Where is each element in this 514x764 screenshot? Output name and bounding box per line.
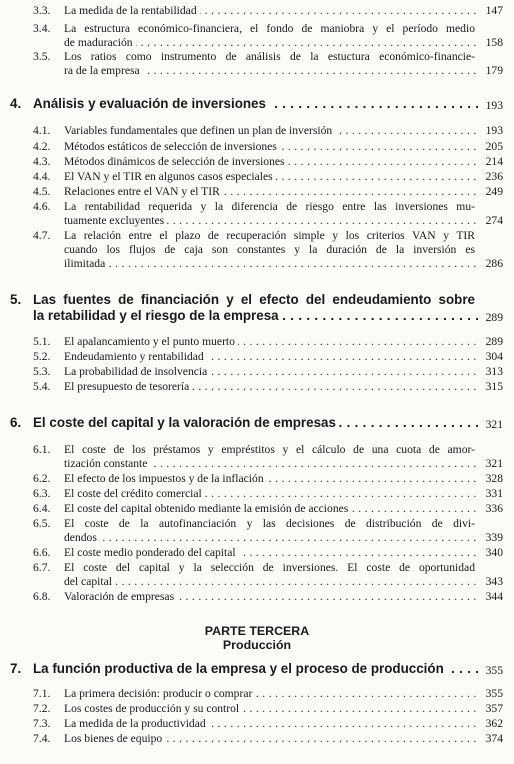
entry-page-number: 315 <box>485 380 503 393</box>
entry-title: Los ratios como instrumento de análisis de la estuctura económico-financie- ra de la empresa . . . <box>64 50 478 78</box>
entry-page-number: 331 <box>485 487 503 500</box>
entry-number: 6.7. <box>33 561 51 574</box>
entry-title: La rentabilidad requerida y la diferencia de riesgo entre las inversiones mu- tuamente excluyentes . . . <box>64 200 478 228</box>
entry-title: El coste de la autofinanciación y las decisiones de distribución de divi- dendos . . . <box>64 517 478 545</box>
entry-page-number: 313 <box>485 365 503 378</box>
entry-number: 4.4. <box>33 170 51 183</box>
entry-number: 6. <box>10 415 22 430</box>
entry-number: 7.1. <box>33 687 51 700</box>
entry-title: La probabilidad de insolvencia . . . <box>64 365 478 379</box>
entry-page-number: 343 <box>485 575 503 588</box>
entry-number: 6.4. <box>33 502 51 515</box>
entry-number: 5.4. <box>33 380 51 393</box>
entry-page-number: 179 <box>485 64 503 77</box>
entry-title: El coste de los préstamos y empréstitos y el cálculo de una cuota de amor- tización constante . . . <box>64 443 478 471</box>
entry-title: Métodos estáticos de selección de inversiones . . . <box>64 140 478 154</box>
part-subtitle: Producción <box>222 638 292 652</box>
entry-page-number: 214 <box>485 155 503 168</box>
entry-page-number: 362 <box>485 717 503 730</box>
entry-number: 4.7. <box>33 229 51 242</box>
entry-page-number: 355 <box>485 687 503 700</box>
entry-number: 4.1. <box>33 124 51 137</box>
entry-page-number: 328 <box>485 472 503 485</box>
entry-number: 6.1. <box>33 443 51 456</box>
entry-title: El coste del crédito comercial . . . <box>64 487 478 501</box>
entry-title: Los costes de producción y su control . . . <box>64 702 478 716</box>
entry-number: 4. <box>10 96 22 111</box>
part-title: PARTE TERCERA <box>204 624 310 638</box>
entry-page-number: 205 <box>485 140 503 153</box>
entry-number: 7.3. <box>33 717 51 730</box>
entry-title: El VAN y el TIR en algunos casos especiales . . . <box>64 170 478 184</box>
entry-number: 4.5. <box>33 185 51 198</box>
entry-page-number: 249 <box>485 185 503 198</box>
entry-page-number: 357 <box>485 702 503 715</box>
entry-title: Valoración de empresas . . . <box>64 590 478 604</box>
entry-number: 3.3. <box>33 4 51 17</box>
entry-number: 3.4. <box>33 22 51 35</box>
entry-title: El efecto de los impuestos y de la inflación . . . <box>64 472 478 486</box>
entry-page-number: 289 <box>485 311 503 324</box>
entry-page-number: 286 <box>485 257 503 270</box>
entry-title: La medida de la productividad . . . <box>64 717 478 731</box>
entry-number: 7. <box>10 661 22 676</box>
entry-title: La medida de la rentabilidad . . . <box>64 4 478 18</box>
entry-number: 6.3. <box>33 487 51 500</box>
entry-page-number: 236 <box>485 170 503 183</box>
entry-page-number: 147 <box>485 4 503 17</box>
entry-title: Relaciones entre el VAN y el TIR . . . <box>64 185 478 199</box>
entry-page-number: 158 <box>485 36 503 49</box>
entry-page-number: 304 <box>485 350 503 363</box>
entry-number: 4.3. <box>33 155 51 168</box>
entry-number: 5. <box>10 292 22 307</box>
entry-number: 6.8. <box>33 590 51 603</box>
entry-number: 3.5. <box>33 50 51 63</box>
entry-page-number: 355 <box>485 664 503 677</box>
entry-title: El presupuesto de tesorería . . . <box>64 380 478 394</box>
entry-page-number: 344 <box>485 590 503 603</box>
entry-page-number: 339 <box>485 531 503 544</box>
entry-page-number: 374 <box>485 732 503 745</box>
entry-title: Endeudamiento y rentabilidad . . . <box>64 350 478 364</box>
entry-page-number: 193 <box>485 124 503 137</box>
entry-title: La relación entre el plazo de recuperación simple y los criterios VAN y TIR cuando los flujos de caja son constantes y la duración de la inversión es ilimitada . . . <box>64 229 478 271</box>
entry-number: 5.2. <box>33 350 51 363</box>
entry-title: La función productiva de la empresa y el proceso de producción . . . <box>33 661 478 677</box>
entry-number: 7.2. <box>33 702 51 715</box>
entry-number: 4.2. <box>33 140 51 153</box>
entry-page-number: 274 <box>485 214 503 227</box>
entry-title: El apalancamiento y el punto muerto . . . <box>64 335 478 349</box>
entry-page-number: 193 <box>485 99 503 112</box>
entry-title: Variables fundamentales que definen un plan de inversión . . . <box>64 124 478 138</box>
entry-number: 6.6. <box>33 546 51 559</box>
entry-title: Métodos dinámicos de selección de inversiones . . . <box>64 155 478 169</box>
entry-title: Análisis y evaluación de inversiones . . . <box>33 96 478 112</box>
entry-title: La primera decisión: producir o comprar . . . <box>64 687 478 701</box>
entry-number: 5.3. <box>33 365 51 378</box>
entry-number: 5.1. <box>33 335 51 348</box>
entry-page-number: 336 <box>485 502 503 515</box>
entry-number: 7.4. <box>33 732 51 745</box>
entry-title: Los bienes de equipo . . . <box>64 732 478 746</box>
entry-number: 4.6. <box>33 200 51 213</box>
entry-page-number: 340 <box>485 546 503 559</box>
entry-page-number: 321 <box>485 418 503 431</box>
entry-title: La estructura económico-financiera, el fondo de maniobra y el período medio de maduración . . . <box>64 22 478 50</box>
entry-title: El coste del capital y la selección de inversiones. El coste de oportunidad del capital . . . <box>64 561 478 589</box>
part-heading <box>0 624 514 652</box>
entry-number: 6.2. <box>33 472 51 485</box>
entry-page-number: 321 <box>485 457 503 470</box>
entry-title: El coste del capital obtenido mediante la emisión de acciones . . . <box>64 502 478 516</box>
entry-title: El coste medio ponderado del capital . . . <box>64 546 478 560</box>
entry-page-number: 289 <box>485 335 503 348</box>
entry-title: El coste del capital y la valoración de empresas . . . <box>33 415 478 431</box>
entry-number: 6.5. <box>33 517 51 530</box>
entry-title: Las fuentes de financiación y el efecto del endeudamiento sobre la retabilidad y el riesgo de la empresa . . . <box>33 292 478 324</box>
